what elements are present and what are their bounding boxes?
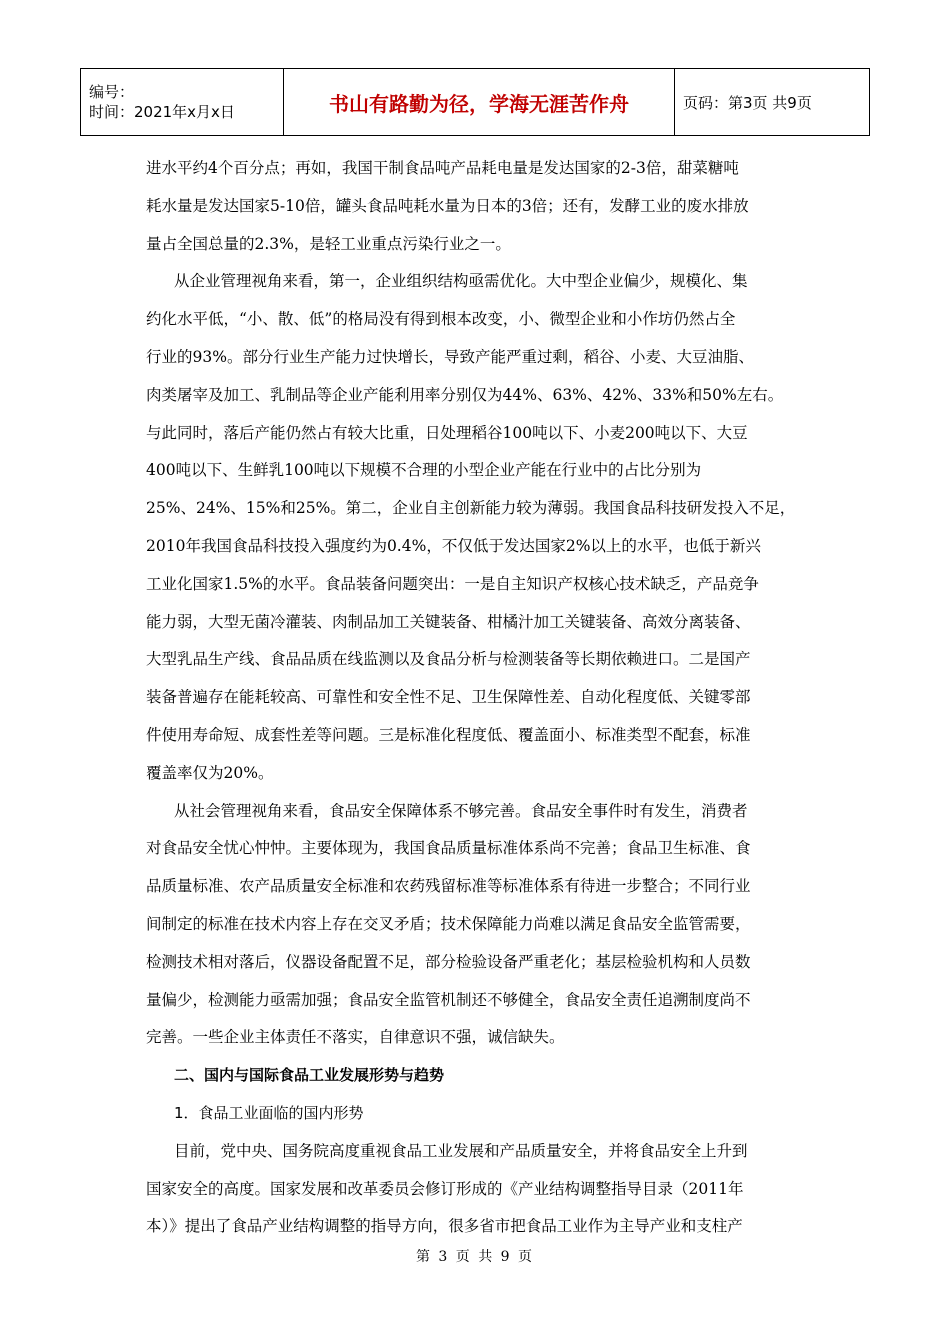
body-line: 工业化国家1.5%的水平。食品装备问题突出：一是自主知识产权核心技术缺乏，产品竞争 (146, 574, 759, 593)
body-line: 从社会管理视角来看，食品安全保障体系不够完善。食品安全事件时有发生，消费者 (174, 801, 748, 820)
section-heading: 二、国内与国际食品工业发展形势与趋势 (174, 1066, 445, 1085)
body-line: 从企业管理视角来看，第一，企业组织结构亟需优化。大中型企业偏少，规模化、集 (174, 272, 748, 291)
body-line: 检测技术相对落后，仪器设备配置不足，部分检验设备严重老化；基层检验机构和人员数 (146, 952, 751, 971)
body-line: 进水平约4个百分点；再如，我国干制食品吨产品耗电量是发达国家的2-3倍，甜菜糖吨 (146, 159, 739, 177)
body-line: 2010年我国食品科技投入强度约为0.4%，不仅低于发达国家2%以上的水平，也低于新兴 (146, 536, 761, 555)
document-date: 时间：2021年x月x日 (89, 103, 235, 121)
body-line: 品质量标准、农产品质量安全标准和农药残留标准等标准体系有待进一步整合；不同行业 (146, 877, 751, 896)
body-line: 装备普遍存在能耗较高、可靠性和安全性不足、卫生保障性差、自动化程度低、关键零部 (146, 688, 751, 707)
body-line: 目前，党中央、国务院高度重视食品工业发展和产品质量安全，并将食品安全上升到 (174, 1141, 748, 1160)
body-line: 量占全国总量的2.3%，是轻工业重点污染行业之一。 (146, 234, 511, 253)
body-line: 大型乳品生产线、食品品质在线监测以及食品分析与检测装备等长期依赖进口。二是国产 (146, 650, 751, 669)
body-line: 肉类屠宰及加工、乳制品等企业产能利用率分别仅为44%、63%、42%、33%和50%左右。 (146, 385, 784, 404)
body-line: 25%、24%、15%和25%。第二，企业自主创新能力较为薄弱。我国食品科技研发投入不足， (146, 499, 796, 518)
document-number-label: 编号： (89, 83, 135, 101)
body-line: 件使用寿命短、成套性差等问题。三是标准化程度低、覆盖面小、标准类型不配套，标准 (146, 725, 751, 744)
body-line: 本）》提出了食品产业结构调整的指导方向，很多省市把食品工业作为主导产业和支柱产 (146, 1217, 743, 1236)
header-page-info: 页码：第3页 共9页 (675, 69, 870, 136)
body-line: 与此同时，落后产能仍然占有较大比重，日处理稻谷100吨以下、小麦200吨以下、大豆 (146, 423, 748, 442)
subsection-heading: 1．食品工业面临的国内形势 (174, 1103, 364, 1122)
body-line: 400吨以下、生鲜乳100吨以下规模不合理的小型企业产能在行业中的占比分别为 (146, 461, 702, 480)
body-line: 耗水量是发达国家5-10倍，罐头食品吨耗水量为日本的3倍；还有，发酵工业的废水排放 (146, 196, 749, 215)
body-line: 间制定的标准在技术内容上存在交叉矛盾；技术保障能力尚难以满足食品安全监管需要， (146, 914, 751, 933)
body-line: 覆盖率仅为20%。 (146, 763, 274, 782)
page-footer: 第 3 页 共 9 页 (415, 1249, 535, 1265)
header-meta (81, 69, 284, 136)
body-line: 国家安全的高度。国家发展和改革委员会修订形成的《产业结构调整指导目录（2011年 (146, 1179, 744, 1198)
header-motto: 书山有路勤为径，学海无涯苦作舟 (284, 69, 675, 136)
body-line: 量偏少，检测能力亟需加强；食品安全监管机制还不够健全，食品安全责任追溯制度尚不 (146, 990, 751, 1009)
body-line: 对食品安全忧心忡忡。主要体现为，我国食品质量标准体系尚不完善；食品卫生标准、食 (146, 839, 751, 858)
page-header (80, 68, 870, 136)
body-line: 约化水平低，“小、散、低”的格局没有得到根本改变，小、微型企业和小作坊仍然占全 (146, 310, 736, 329)
body-line: 行业的93%。部分行业生产能力过快增长，导致产能严重过剩，稻谷、小麦、大豆油脂、 (146, 347, 754, 366)
body-line: 完善。一些企业主体责任不落实，自律意识不强，诚信缺失。 (146, 1028, 565, 1047)
document-body (146, 150, 804, 1246)
body-line: 能力弱，大型无菌冷灌装、肉制品加工关键装备、柑橘汁加工关键装备、高效分离装备、 (146, 612, 751, 631)
